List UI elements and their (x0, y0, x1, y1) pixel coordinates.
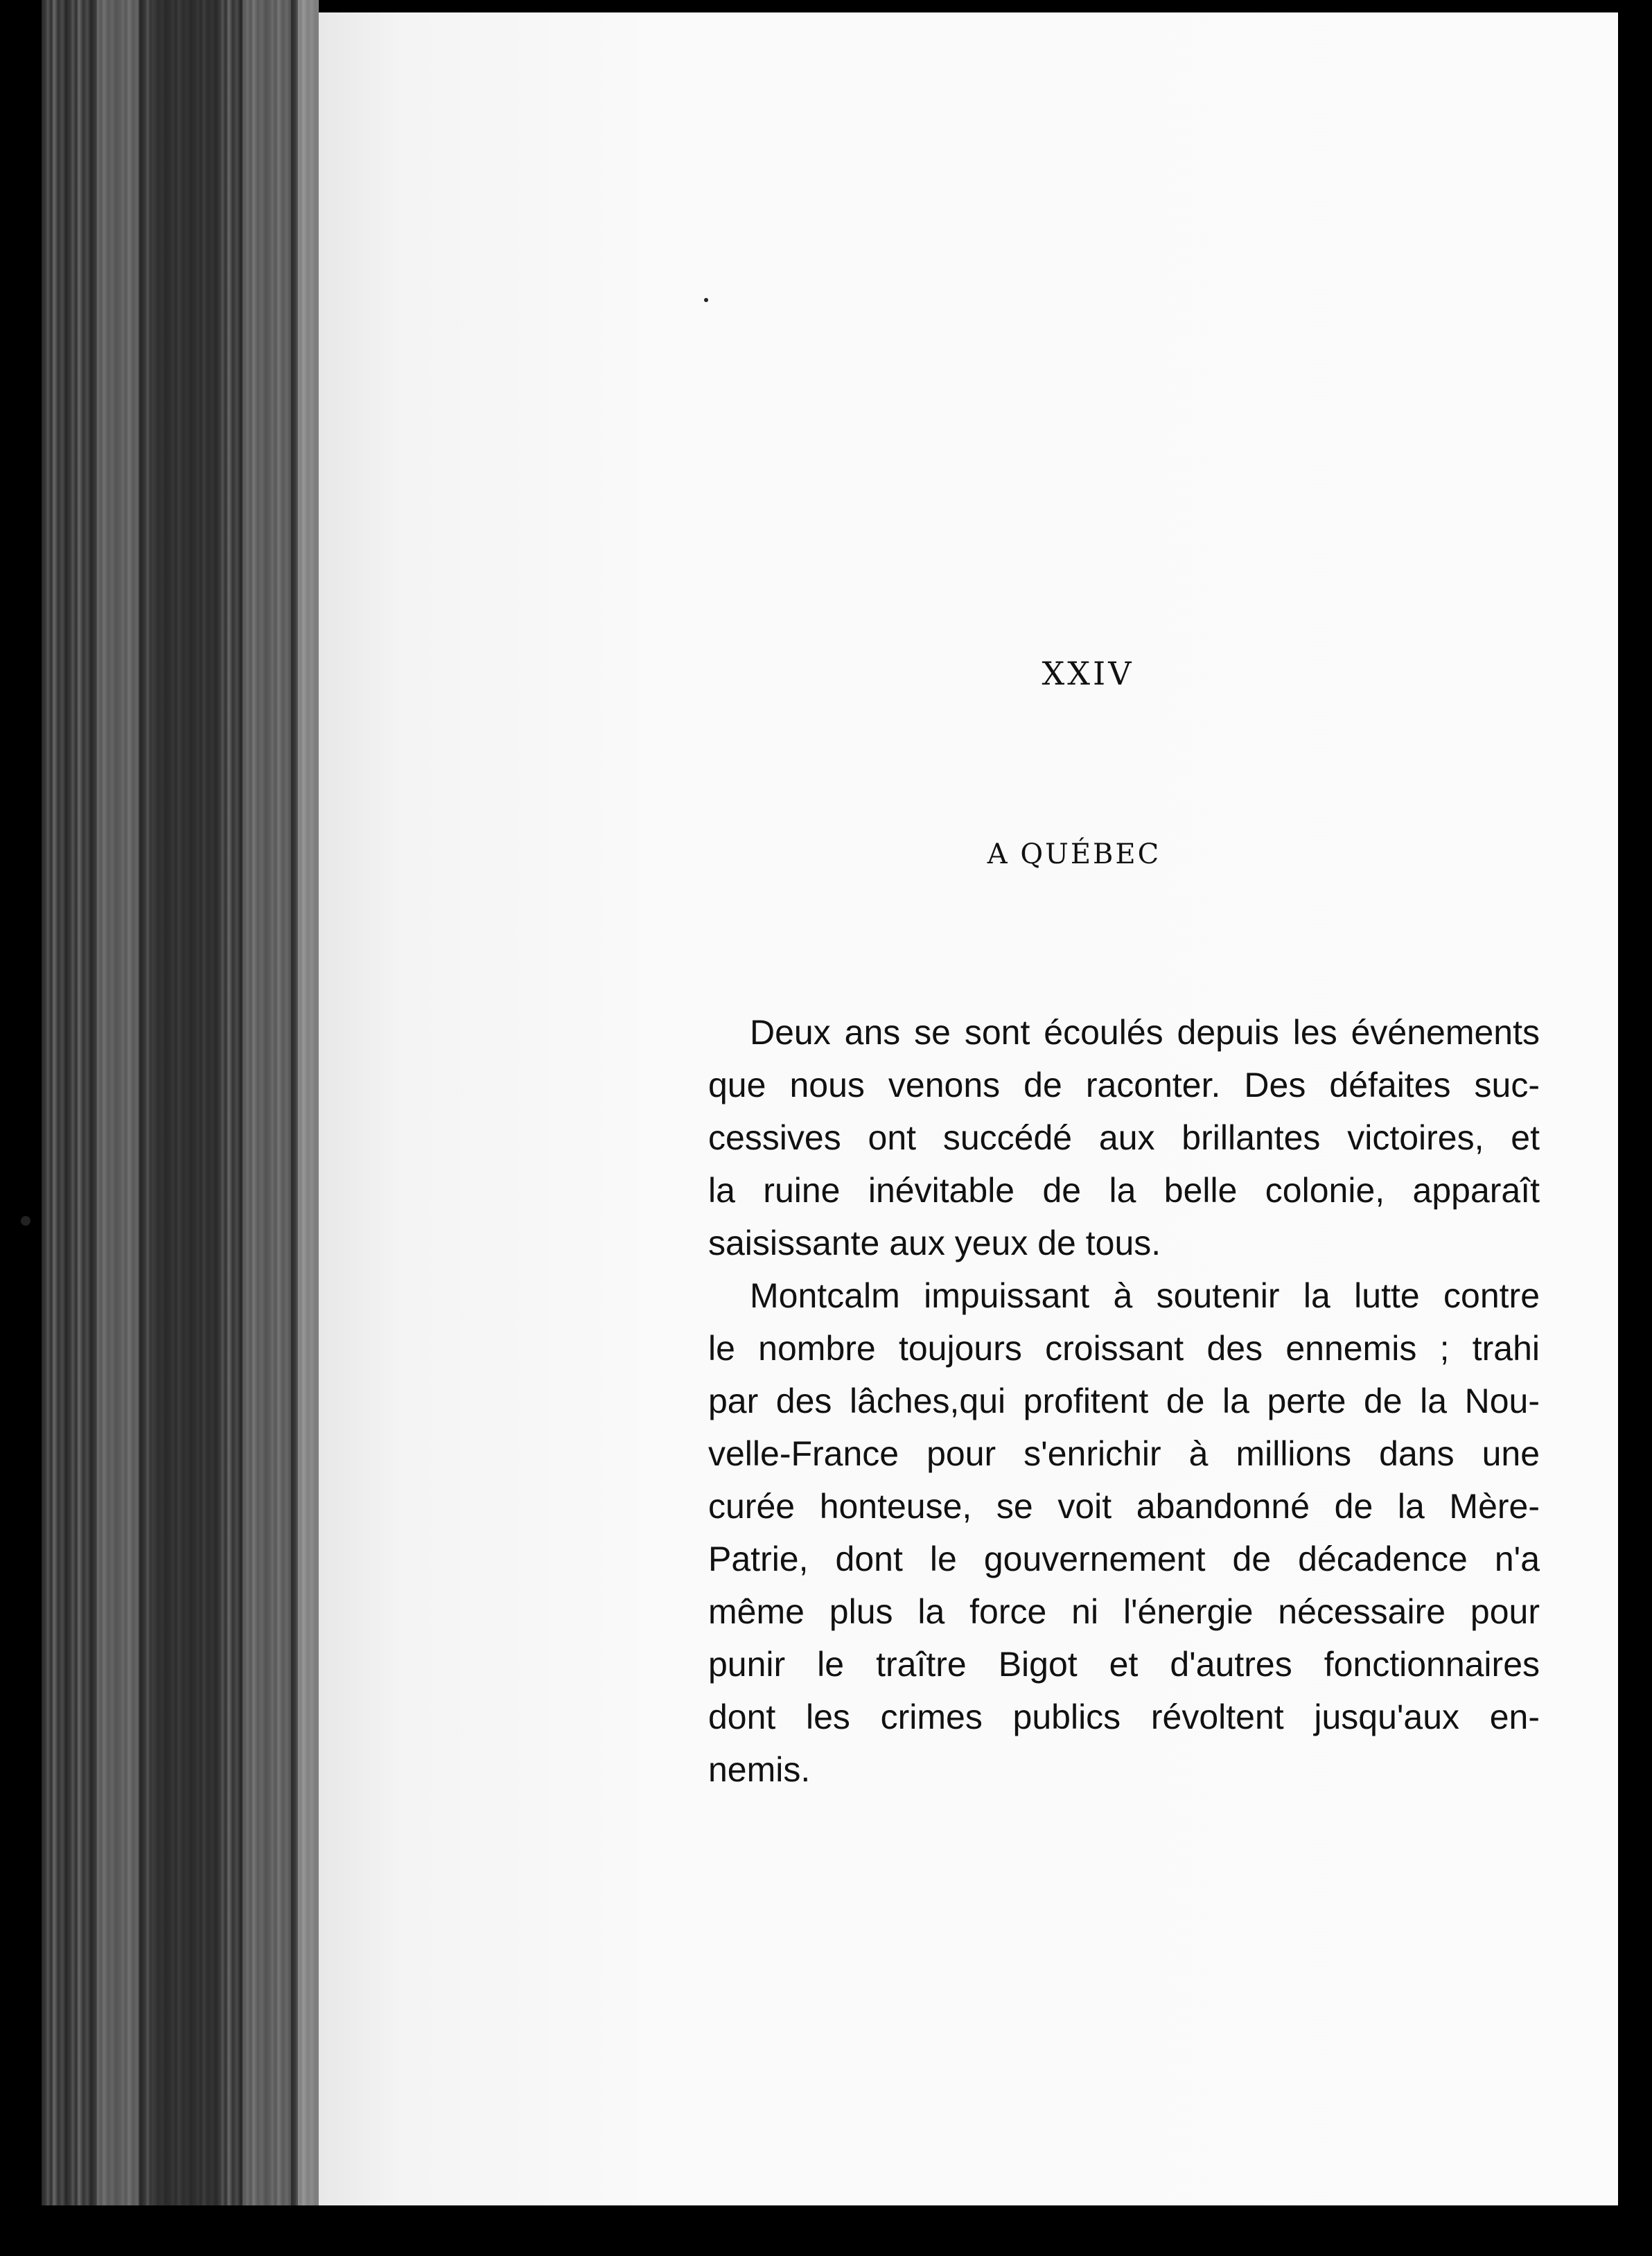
scan-bottom-margin (0, 2205, 1652, 2256)
text-line: que nous venons de raconter. Des défaites suc- (708, 1066, 1540, 1104)
scan-left-margin (0, 0, 42, 2256)
text-line: Deux ans se sont écoulés depuis les événements (750, 1013, 1540, 1052)
text-line: la ruine inévitable de la belle colonie, apparaît (708, 1171, 1540, 1210)
page-edge-strip (97, 0, 139, 2256)
text-line: par des lâches,qui profitent de la perte de la Nou- (708, 1382, 1540, 1420)
text-line: saisissante aux yeux de tous. (708, 1224, 1161, 1262)
book-page-edges (42, 0, 319, 2256)
scan-speck (21, 1216, 30, 1226)
text-line: punir le traître Bigot et d'autres fonctionnaires (708, 1645, 1540, 1684)
text-line: le nombre toujours croissant des ennemis ; trahi (708, 1329, 1540, 1368)
chapter-title: A QUÉBEC (987, 838, 1161, 870)
paragraph (667, 1269, 1540, 1796)
text-line: cessives ont succédé aux brillantes victoires, et (708, 1118, 1540, 1157)
text-line: curée honteuse, se voit abandonné de la Mère- (708, 1487, 1540, 1526)
scan-speck (704, 298, 708, 302)
text-line: Montcalm impuissant à soutenir la lutte contre (750, 1276, 1540, 1315)
page-edge-strip (152, 0, 215, 2256)
page-edge-strip (243, 0, 291, 2256)
scan-right-margin (1618, 0, 1652, 2256)
text-line: Patrie, dont le gouvernement de décadence n'a (708, 1540, 1540, 1578)
text-line: velle-France pour s'enrichir à millions dans une (708, 1434, 1540, 1473)
chapter-number: XXIV (1042, 655, 1134, 692)
text-line: même plus la force ni l'énergie nécessaire pour (708, 1592, 1540, 1631)
chapter-body (667, 1006, 1540, 1796)
text-line: nemis. (708, 1750, 811, 1789)
paragraph (667, 1006, 1540, 1269)
page-edge-strip (298, 0, 319, 2256)
text-line: dont les crimes publics révoltent jusqu'aux en- (708, 1698, 1540, 1736)
